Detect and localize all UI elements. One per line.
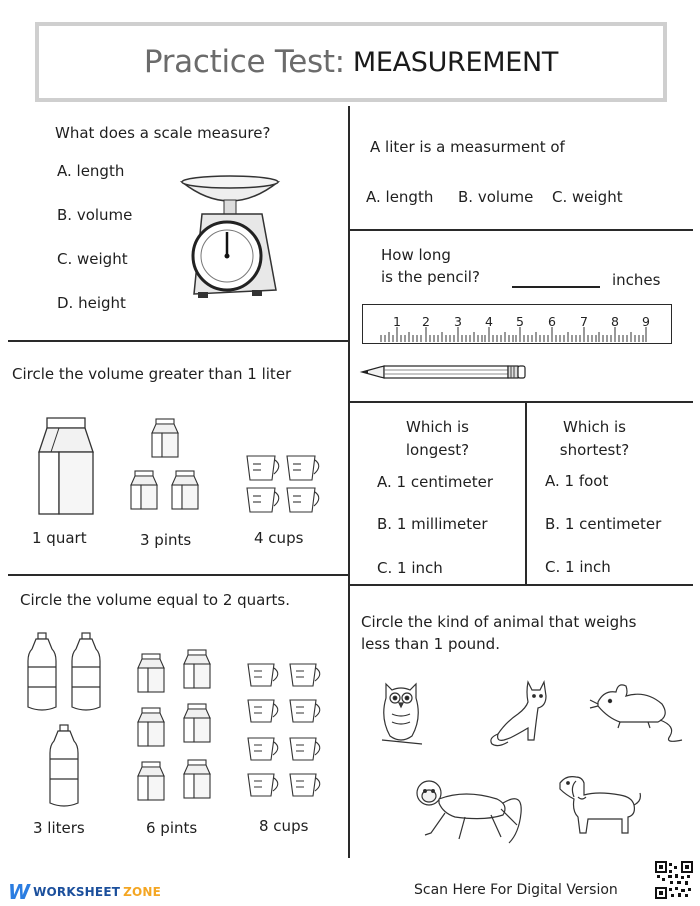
pencil-icon bbox=[362, 364, 526, 380]
ruler-number: 6 bbox=[548, 314, 556, 329]
ruler-number: 4 bbox=[485, 314, 493, 329]
divider-left-2 bbox=[8, 574, 348, 576]
q6-option-a[interactable]: A. 1 foot bbox=[545, 472, 609, 490]
q5-option-a[interactable]: A. 1 centimeter bbox=[377, 473, 493, 491]
q2-option-a[interactable]: A. length bbox=[366, 188, 434, 206]
q6-option-c[interactable]: C. 1 inch bbox=[545, 558, 611, 576]
ruler-number: 3 bbox=[454, 314, 462, 329]
ruler bbox=[362, 304, 672, 344]
measuring-cups-group[interactable] bbox=[245, 452, 325, 520]
scan-instruction: Scan Here For Digital Version bbox=[414, 882, 618, 898]
measuring-cups-8-group[interactable] bbox=[246, 660, 332, 810]
q7-question: Circle the volume equal to 2 quarts. bbox=[20, 591, 290, 609]
dog-icon[interactable] bbox=[558, 773, 642, 837]
q5-option-c[interactable]: C. 1 inch bbox=[377, 559, 443, 577]
kitchen-scale-icon bbox=[180, 172, 280, 304]
mouse-icon[interactable] bbox=[590, 676, 686, 746]
bottles-group[interactable] bbox=[28, 633, 108, 813]
q3-question-line2: is the pencil? bbox=[381, 268, 480, 286]
q5-option-b[interactable]: B. 1 millimeter bbox=[377, 515, 488, 533]
q8-question-line2: less than 1 pound. bbox=[361, 635, 500, 653]
answer-blank[interactable] bbox=[512, 286, 600, 288]
q1-option-c[interactable]: C. weight bbox=[57, 250, 128, 268]
milk-carton-icon[interactable] bbox=[37, 416, 95, 516]
q2-option-c[interactable]: C. weight bbox=[552, 188, 623, 206]
ruler-number: 8 bbox=[611, 314, 619, 329]
q3-question-line1: How long bbox=[381, 246, 451, 264]
q4-label-pints: 3 pints bbox=[140, 531, 192, 549]
ruler-number: 1 bbox=[393, 314, 401, 329]
q7-label-liters: 3 liters bbox=[33, 819, 85, 837]
q2-option-b[interactable]: B. volume bbox=[458, 188, 534, 206]
q1-option-b[interactable]: B. volume bbox=[57, 206, 133, 224]
title-main: MEASUREMENT bbox=[352, 46, 559, 78]
divider-right-1 bbox=[349, 229, 693, 231]
logo-glyph: W bbox=[8, 880, 31, 904]
q7-label-pints: 6 pints bbox=[146, 819, 198, 837]
monkey-icon[interactable] bbox=[405, 773, 527, 849]
ruler-number: 9 bbox=[642, 314, 650, 329]
owl-icon[interactable] bbox=[378, 678, 424, 748]
q8-question-line1: Circle the kind of animal that weighs bbox=[361, 613, 637, 631]
q4-label-cups: 4 cups bbox=[254, 529, 304, 547]
center-divider bbox=[348, 106, 350, 858]
q6-option-b[interactable]: B. 1 centimeter bbox=[545, 515, 662, 533]
q2-question: A liter is a measurment of bbox=[370, 138, 565, 156]
q1-option-d[interactable]: D. height bbox=[57, 294, 126, 312]
q5-question-line1: Which is bbox=[405, 418, 469, 436]
title-box bbox=[35, 22, 667, 102]
q1-question: What does a scale measure? bbox=[55, 124, 271, 142]
pint-cartons-6-group[interactable] bbox=[136, 650, 226, 810]
q1-option-a[interactable]: A. length bbox=[57, 162, 125, 180]
cat-icon[interactable] bbox=[488, 678, 550, 748]
pint-cartons-group[interactable] bbox=[130, 419, 210, 517]
divider-left-1 bbox=[8, 340, 348, 342]
brand-worksheet: WORKSHEET bbox=[33, 885, 121, 899]
divider-right-3 bbox=[349, 584, 693, 586]
brand-zone: ZONE bbox=[123, 885, 162, 899]
q7-label-cups: 8 cups bbox=[259, 817, 309, 835]
ruler-number: 5 bbox=[516, 314, 524, 329]
q4-label-quart: 1 quart bbox=[32, 529, 87, 547]
ruler-ticks bbox=[363, 305, 670, 342]
q6-question-line2: shortest? bbox=[559, 441, 630, 459]
ruler-number: 7 bbox=[580, 314, 588, 329]
divider-right-2 bbox=[349, 401, 693, 403]
q4-question: Circle the volume greater than 1 liter bbox=[12, 365, 292, 383]
title-prefix: Practice Test: bbox=[143, 44, 345, 80]
q6-question-line1: Which is bbox=[562, 418, 626, 436]
q5-question-line2: longest? bbox=[405, 441, 470, 459]
worksheetzone-logo[interactable] bbox=[8, 880, 161, 904]
ruler-number: 2 bbox=[422, 314, 430, 329]
qr-code-icon[interactable] bbox=[655, 861, 693, 899]
q3-unit: inches bbox=[612, 271, 661, 289]
